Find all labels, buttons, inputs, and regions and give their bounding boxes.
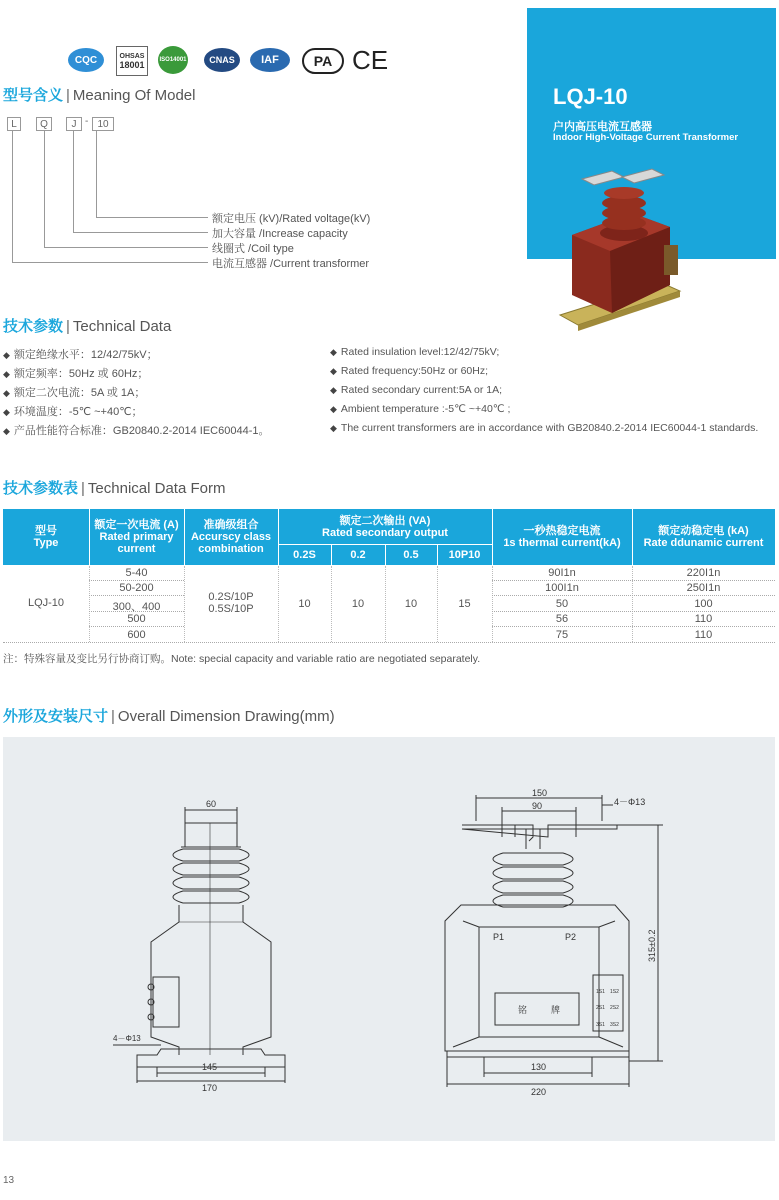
pa-logo: PA [302, 48, 344, 74]
table-bottom-line [3, 642, 775, 643]
header-class: 准确级组合 Accurscy class combination [190, 519, 272, 555]
cell-primary: 500 [127, 613, 146, 625]
form-section-title: 技术参数表 | Technical Data Form [3, 480, 226, 497]
tech-section-title: 技术参数 | Technical Data [3, 318, 172, 335]
tech-en-item: ◆ The current transformers are in accordance with GB20840.2-2014 IEC60044-1 standards. [330, 422, 759, 434]
model-label-voltage: 额定电压 (kV)/Rated voltage(kV) [212, 213, 371, 225]
model-line [12, 262, 208, 263]
dim-130: 130 [531, 1062, 547, 1072]
model-line [96, 131, 97, 217]
model-line [96, 217, 208, 218]
plate-char-2: 牌 [551, 1005, 561, 1015]
row-divider [492, 580, 775, 581]
row-divider [89, 595, 184, 596]
tech-en-item: ◆ Rated secondary current:5A or 1A; [330, 384, 503, 396]
ohsas-logo-number: 18001 [119, 60, 145, 70]
dimension-section-title: 外形及安装尺寸 | Overall Dimension Drawing(mm) [3, 708, 335, 725]
cell-output: 10 [404, 598, 418, 610]
form-title-zh: 技术参数表 [3, 480, 79, 497]
header-divider [278, 509, 279, 565]
terminal-label: 3S1 [596, 1022, 605, 1028]
cell-thermal: 50 [555, 598, 569, 610]
plate-char-1: 铭 [518, 1005, 528, 1015]
dim-145: 145 [202, 1062, 218, 1072]
cell-output: 10 [351, 598, 365, 610]
page-number: 13 [3, 1175, 15, 1186]
dim-315: 315±0.2 [647, 929, 657, 962]
terminal-label: 1S1 [596, 989, 605, 995]
dim-60: 60 [206, 799, 217, 809]
header-primary: 额定一次电流 (A) Rated primary current [94, 519, 179, 555]
tech-en-item: ◆ Rated frequency:50Hz or 60Hz; [330, 365, 488, 377]
banner-title-zh: 户内高压电流互感器 [553, 121, 652, 133]
cell-primary: 300、400 [112, 601, 161, 613]
dimension-drawing-svg [3, 737, 775, 1141]
row-divider [492, 595, 775, 596]
table-note: 注：特殊容量及变比另行协商订购。Note: special capacity and variable ratio are negotiated separately. [3, 653, 481, 665]
dim-170: 170 [202, 1083, 218, 1093]
terminal-label: 2S2 [610, 1005, 619, 1011]
header-divider [184, 509, 185, 565]
meaning-title-zh: 型号含义 [3, 87, 64, 104]
dimension-title-en: Overall Dimension Drawing(mm) [117, 708, 335, 725]
row-divider [492, 626, 775, 627]
header-divider [632, 509, 633, 565]
cell-output: 10 [298, 598, 311, 610]
ohsas-logo-text: OHSAS [119, 53, 145, 60]
cell-thermal: 100I1n [545, 582, 579, 594]
dimension-drawing [3, 737, 775, 1141]
ohsas-logo [116, 46, 148, 76]
model-box-j: J [66, 117, 82, 131]
row-divider [492, 611, 775, 612]
header-divider [89, 509, 90, 565]
tech-zh-item: ◆ 额定频率：50Hz 或 60Hz； [3, 368, 149, 380]
model-line [73, 232, 208, 233]
model-line [12, 131, 13, 262]
cell-class: 0.2S/10P [208, 591, 254, 603]
cell-dynamic: 100 [694, 598, 713, 610]
header-divider [437, 544, 438, 565]
cell-class: 0.5S/10P [208, 603, 254, 615]
cell-thermal: 75 [555, 629, 569, 641]
banner-title-en: Indoor High-Voltage Current Transformer [553, 132, 739, 143]
model-line [44, 131, 45, 247]
model-label-transformer: 电流互感器 /Current transformer [212, 258, 370, 270]
cell-dynamic: 110 [694, 613, 713, 625]
tech-zh-item: ◆ 产品性能符合标准：GB20840.2-2014 IEC60044-1。 [3, 425, 270, 437]
header-sub-10p10: 10P10 [448, 548, 481, 561]
cell-output: 15 [458, 598, 471, 610]
model-line [73, 131, 74, 232]
cqc-logo: CQC [68, 48, 104, 72]
model-label-coil: 线圈式 /Coil type [212, 243, 294, 255]
header-divider [385, 544, 386, 565]
header-sub-05: 0.5 [403, 548, 419, 561]
tech-zh-item: ◆ 额定二次电流：5A 或 1A； [3, 387, 146, 399]
left-holes-label: 4－Φ13 [113, 1034, 141, 1043]
model-box-10: 10 [92, 117, 114, 131]
terminal-label: 3S2 [610, 1022, 619, 1028]
dim-150: 150 [532, 788, 548, 798]
p1-label: P1 [493, 932, 505, 942]
header-thermal: 一秒热稳定电流 1s thermal current(kA) [503, 525, 621, 549]
tech-en-item: ◆ Ambient temperature :-5℃ ~+40℃ ; [330, 403, 511, 415]
cell-type: LQJ-10 [27, 597, 65, 609]
iso14001-logo: ISO14001 [158, 46, 188, 74]
header-secondary: 额定二次输出 (VA) Rated secondary output [322, 514, 448, 539]
iaf-logo: IAF [250, 48, 290, 72]
cnas-logo: CNAS [204, 48, 240, 72]
dim-90: 90 [532, 801, 543, 811]
tech-en-item: ◆ Rated insulation level:12/42/75kV; [330, 346, 500, 358]
header-sub-02s: 0.2S [293, 548, 316, 561]
tech-zh-item: ◆ 额定绝缘水平：12/42/75kV； [3, 349, 158, 361]
cell-thermal: 56 [555, 613, 569, 625]
cell-dynamic: 220I1n [686, 567, 721, 579]
transformer-photo [552, 165, 702, 345]
meaning-title-en: Meaning Of Model [72, 87, 196, 104]
banner-model: LQJ-10 [553, 84, 628, 109]
terminal-label: 1S2 [610, 989, 619, 995]
row-divider [89, 580, 184, 581]
ce-logo: CE [351, 44, 389, 75]
meaning-section-title: 型号含义 | Meaning Of Model [3, 87, 196, 104]
header-dynamic: 额定动稳定电 (kA) Rate ddunamic current [643, 525, 764, 549]
model-box-dash: - [85, 116, 89, 127]
header-divider [331, 544, 332, 565]
tech-title-en: Technical Data [72, 318, 172, 335]
dim-220: 220 [531, 1087, 547, 1097]
model-line [44, 247, 208, 248]
terminal-label: 2S1 [596, 1005, 605, 1011]
tech-title-zh: 技术参数 [3, 318, 64, 335]
cell-primary: 600 [127, 629, 146, 641]
model-box-q: Q [36, 117, 52, 131]
dimension-title-zh: 外形及安装尺寸 [3, 708, 109, 725]
header-type: 型号 Type [33, 525, 59, 549]
row-divider [89, 626, 184, 627]
cell-dynamic: 110 [694, 629, 713, 641]
tech-zh-item: ◆ 环境温度：-5℃ ~+40℃； [3, 406, 143, 418]
right-holes-label: 4－Φ13 [614, 797, 646, 807]
form-title-en: Technical Data Form [87, 480, 226, 497]
model-label-capacity: 加大容量 /Increase capacity [212, 228, 348, 240]
p2-label: P2 [565, 932, 577, 942]
model-box-l: L [7, 117, 21, 131]
cell-primary: 50-200 [119, 582, 154, 594]
cell-primary: 5-40 [125, 567, 148, 579]
cell-dynamic: 250I1n [686, 582, 721, 594]
header-sub-02: 0.2 [350, 548, 366, 561]
cell-thermal: 90I1n [548, 567, 576, 579]
header-divider [492, 509, 493, 565]
